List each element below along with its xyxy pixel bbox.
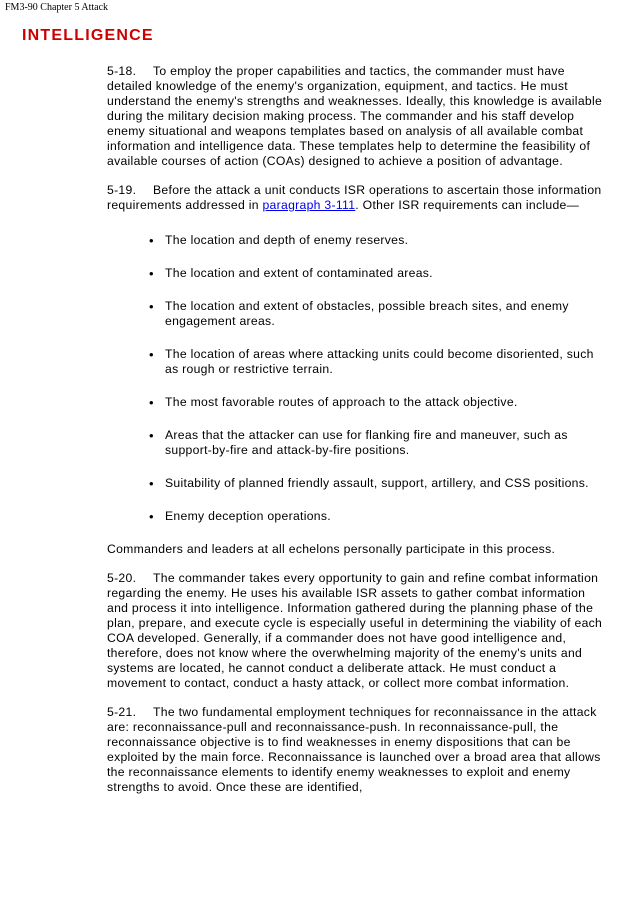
paragraph-text: To employ the proper capabilities and tactics, the commander must have detailed knowledge of the enemy's organization, equipment, and tactics. He must understand the enemy's strengths and weaknesses. Ideally, this knowledge is available during the military decision making process. The commander and his staff develop enemy situational and weapons templates based on analysis of all available combat information and intelligence data. These templates help to determine the feasibility of available courses of action (COAs) designed to achieve a position of advantage. bbox=[107, 64, 603, 168]
paragraph-number: 5-19. bbox=[107, 183, 137, 197]
list-item bbox=[149, 233, 605, 248]
list-item-text: The location and depth of enemy reserves. bbox=[165, 233, 409, 247]
list-item bbox=[149, 347, 605, 377]
bullet-icon: • bbox=[149, 266, 154, 281]
paragraph-3-111-link[interactable]: paragraph 3-111 bbox=[262, 198, 356, 212]
bullet-icon: • bbox=[149, 347, 154, 362]
paragraph-number: 5-21. bbox=[107, 705, 137, 719]
paragraph-5-18 bbox=[107, 64, 605, 169]
paragraph-number: 5-18. bbox=[107, 64, 137, 78]
paragraph-text-continued: . Other ISR requirements can include— bbox=[355, 198, 580, 212]
isr-requirements-list bbox=[107, 233, 605, 524]
paragraph-5-20 bbox=[107, 571, 605, 691]
list-item-text: The location and extent of obstacles, possible breach sites, and enemy engagement areas. bbox=[165, 299, 569, 328]
paragraph-text: Before the attack a unit conducts ISR operations to ascertain those information requirements addressed in bbox=[107, 183, 602, 212]
list-item bbox=[149, 428, 605, 458]
closing-statement: Commanders and leaders at all echelons personally participate in this process. bbox=[107, 542, 556, 556]
list-item bbox=[149, 476, 605, 491]
list-item-text: Enemy deception operations. bbox=[165, 509, 331, 523]
list-item bbox=[149, 266, 605, 281]
paragraph-5-19 bbox=[107, 183, 605, 213]
document-body bbox=[107, 64, 605, 809]
list-item-text: The location of areas where attacking units could become disoriented, such as rough or restrictive terrain. bbox=[165, 347, 594, 376]
bullet-icon: • bbox=[149, 395, 154, 410]
list-item-text: The most favorable routes of approach to the attack objective. bbox=[165, 395, 518, 409]
list-item bbox=[149, 509, 605, 524]
paragraph-text: The two fundamental employment techniques for reconnaissance in the attack are: reconnaissance-pull and reconnaissance-push. In reconnaissance-pull, the reconnaissance objective is to find weaknesses in enemy dispositions that can be exploited by the main force. Reconnaissance is launched over a broad area that allows the reconnaissance elements to identify enemy weaknesses to exploit and enemy strengths to avoid. Once these are identified, bbox=[107, 705, 601, 794]
list-item-text: Areas that the attacker can use for flanking fire and maneuver, such as support-by-fire and attack-by-fire positions. bbox=[165, 428, 568, 457]
bullet-icon: • bbox=[149, 509, 154, 524]
paragraph-number: 5-20. bbox=[107, 571, 137, 585]
bullet-icon: • bbox=[149, 428, 154, 443]
section-title: INTELLIGENCE bbox=[22, 27, 154, 44]
list-item bbox=[149, 395, 605, 410]
list-item-text: The location and extent of contaminated areas. bbox=[165, 266, 433, 280]
bullet-icon: • bbox=[149, 476, 154, 491]
bullet-icon: • bbox=[149, 233, 154, 248]
paragraph-text: The commander takes every opportunity to gain and refine combat information regarding the enemy. He uses his available ISR assets to gather combat information and process it into intelligence. Information gathered during the planning phase of the plan, prepare, and execute cycle is especially useful in determining the viability of each COA developed. Generally, if a commander does not have good intelligence and, therefore, does not know where the overwhelming majority of the enemy's units and systems are located, he cannot conduct a deliberate attack. He must conduct a movement to contact, conduct a hasty attack, or collect more combat information. bbox=[107, 571, 603, 690]
bullet-icon: • bbox=[149, 299, 154, 314]
document-header: FM3-90 Chapter 5 Attack bbox=[5, 2, 109, 13]
list-item bbox=[149, 299, 605, 329]
paragraph-5-21 bbox=[107, 705, 605, 795]
list-item-text: Suitability of planned friendly assault, support, artillery, and CSS positions. bbox=[165, 476, 589, 490]
